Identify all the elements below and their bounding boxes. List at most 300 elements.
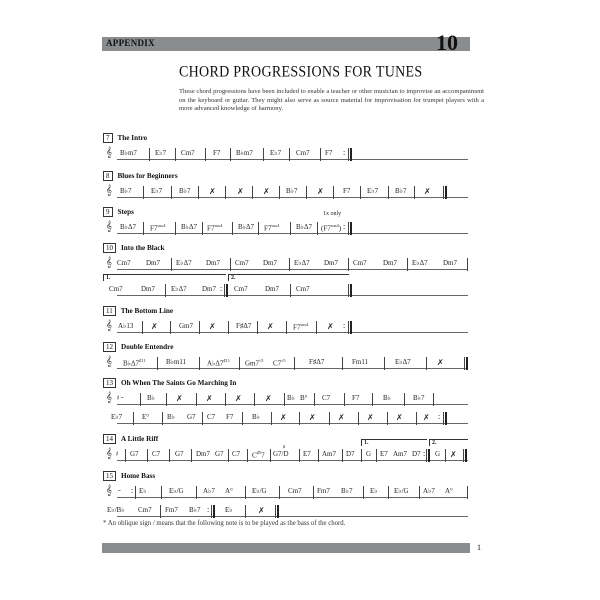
barline xyxy=(384,357,385,370)
barline xyxy=(404,393,405,406)
first-time-note: 1x only xyxy=(323,211,342,217)
slash-icon: ✗ xyxy=(424,187,431,196)
chord: E♭7 xyxy=(367,187,379,195)
chord: Cm7 xyxy=(235,259,249,267)
header-label: APPENDIX xyxy=(106,38,155,48)
chord-suffix: ♯ xyxy=(283,444,286,449)
chord-row xyxy=(103,282,468,298)
chord: B♭7 xyxy=(120,187,132,195)
barline xyxy=(198,186,199,199)
chord: B♭7 xyxy=(179,187,191,195)
chord-root: C7 xyxy=(273,359,282,368)
chord: A♭7 xyxy=(203,487,215,495)
clef-icon: 𝄞 xyxy=(106,392,112,403)
chord-row xyxy=(103,503,468,519)
barline xyxy=(160,505,161,518)
slash-icon: ✗ xyxy=(327,322,334,331)
clef-icon: 𝄞 xyxy=(106,147,112,158)
chord-row xyxy=(103,184,468,200)
slash-icon: ✗ xyxy=(176,394,183,403)
barline xyxy=(313,486,314,499)
staff-line xyxy=(117,269,468,270)
volta-bracket-1: 1. xyxy=(103,274,226,281)
slash-icon: ✗ xyxy=(317,187,324,196)
barline xyxy=(162,412,163,425)
section-title xyxy=(103,471,155,481)
repeat-sign: : xyxy=(207,505,210,514)
barline xyxy=(199,321,200,334)
barline xyxy=(125,449,126,462)
end-barline xyxy=(348,148,352,161)
barline xyxy=(143,222,144,235)
slash-icon: ✗ xyxy=(437,358,444,367)
section-number: 10 xyxy=(103,243,116,253)
chord: Fm7 xyxy=(317,487,330,495)
barline xyxy=(433,393,434,406)
barline xyxy=(205,148,206,161)
chord-row xyxy=(103,444,468,463)
chord: Dm7 xyxy=(263,259,277,267)
barline xyxy=(445,449,446,462)
barline xyxy=(407,258,408,271)
barline xyxy=(289,258,290,271)
chord: Am7 xyxy=(393,450,407,458)
section-number: 7 xyxy=(103,133,113,143)
repeat-sign: : xyxy=(343,222,346,231)
chord xyxy=(150,223,165,232)
end-barline xyxy=(348,284,352,297)
chord: E♭ xyxy=(139,487,147,495)
repeat-sign: : xyxy=(343,321,346,330)
chord: Dm7 xyxy=(141,285,155,293)
barline xyxy=(239,357,240,370)
barline xyxy=(202,222,203,235)
repeat-sign: : xyxy=(438,412,441,421)
chord: B♭m11 xyxy=(166,358,187,366)
staff-line xyxy=(117,368,468,369)
chord-suffix: ♯11 xyxy=(138,358,146,363)
section-title-text: Double Entendre xyxy=(121,343,174,351)
barline xyxy=(316,321,317,334)
end-barline xyxy=(464,357,468,370)
barline xyxy=(279,186,280,199)
chord: E♭7 xyxy=(151,187,163,195)
barline xyxy=(299,449,300,462)
chord: Cm7 xyxy=(296,285,310,293)
chord: B♭7 xyxy=(286,187,298,195)
section-title-text: Oh When The Saints Go Marching In xyxy=(121,379,237,387)
chord: G7 xyxy=(175,450,184,458)
chord-suffix: sus4 xyxy=(330,223,339,228)
barline xyxy=(318,449,319,462)
barline xyxy=(419,486,420,499)
chord-suffix: sus4 xyxy=(271,223,280,228)
barline xyxy=(161,486,162,499)
section-title xyxy=(103,207,134,217)
chord xyxy=(207,223,222,232)
barline xyxy=(199,357,200,370)
barline xyxy=(344,393,345,406)
chord: C7 xyxy=(152,450,161,458)
chord: G7 xyxy=(130,450,139,458)
chord-suffix: sus4 xyxy=(214,223,223,228)
page-number: 1 xyxy=(477,543,481,552)
end-barline xyxy=(463,449,467,462)
chord xyxy=(123,358,146,367)
barline xyxy=(169,449,170,462)
repeat-sign: : xyxy=(220,284,223,293)
barline xyxy=(225,186,226,199)
slash-icon: ✗ xyxy=(265,394,272,403)
chord: G7/D xyxy=(273,450,289,458)
chord: A° xyxy=(225,487,233,495)
barline xyxy=(289,148,290,161)
rest-icon: 𝄽 𝄼 xyxy=(117,394,124,402)
clef-icon: 𝄞 xyxy=(106,257,112,268)
barline xyxy=(467,486,468,499)
end-barline xyxy=(348,321,352,334)
staff-line xyxy=(117,159,468,160)
slash-icon: ✗ xyxy=(151,322,158,331)
chord: E♭ xyxy=(370,487,378,495)
chord: B♭m7 xyxy=(120,149,137,157)
barline xyxy=(196,486,197,499)
chord: B♭ xyxy=(167,413,175,421)
chord-row xyxy=(103,484,468,500)
barline xyxy=(230,148,231,161)
barline xyxy=(317,222,318,235)
slash-icon: ✗ xyxy=(235,394,242,403)
barline xyxy=(228,321,229,334)
chord: B♭Δ7 xyxy=(296,223,312,231)
chord: Dm7 xyxy=(383,259,397,267)
chord: G7 xyxy=(187,413,196,421)
barline xyxy=(284,393,285,406)
chord-root: F7 xyxy=(150,224,158,233)
barline xyxy=(142,321,143,334)
chord-root: F7 xyxy=(293,323,301,332)
chord: E♭Δ7 xyxy=(412,259,428,267)
chord-suffix: sus4 xyxy=(157,223,166,228)
chord: A° xyxy=(445,487,453,495)
rest-icon: 𝄼 xyxy=(118,487,121,495)
chord: D7 xyxy=(346,450,355,458)
barline xyxy=(372,393,373,406)
chord: E♭7 xyxy=(270,149,282,157)
chord-root: A♭Δ7 xyxy=(207,359,224,368)
chapter-number: 10 xyxy=(436,30,458,55)
chord: Cm7 xyxy=(234,285,248,293)
chord: Cm7 xyxy=(117,259,131,267)
chord: E♭/G xyxy=(394,487,409,495)
chord-row xyxy=(103,355,468,371)
section-title xyxy=(103,133,147,143)
chord-root: F7 xyxy=(207,224,215,233)
chord: B♭ xyxy=(383,394,391,402)
barline xyxy=(175,148,176,161)
barline xyxy=(388,486,389,499)
slash-icon: ✗ xyxy=(258,506,265,515)
end-barline xyxy=(348,222,352,235)
section-title xyxy=(103,243,165,253)
chord: Cm7 xyxy=(296,149,310,157)
chord: B♭ xyxy=(147,394,155,402)
chord: Cm7 xyxy=(353,259,367,267)
barline xyxy=(361,449,362,462)
chord: Dm7 xyxy=(146,259,160,267)
barline xyxy=(263,148,264,161)
barline xyxy=(165,284,166,297)
section-title-text: A Little Riff xyxy=(121,435,159,443)
chord-suffix: ♯5 xyxy=(256,450,262,455)
chord: A♭13 xyxy=(118,322,134,330)
barline xyxy=(320,148,321,161)
chord-row xyxy=(103,319,468,335)
barline xyxy=(363,486,364,499)
chord xyxy=(252,450,265,459)
chord: E♭/B♭ xyxy=(107,506,125,514)
barline xyxy=(376,449,377,462)
chord: C7 xyxy=(232,450,241,458)
chord: Gm7 xyxy=(179,322,193,330)
barline xyxy=(157,357,158,370)
barline xyxy=(135,486,136,499)
clef-icon: 𝄞 xyxy=(106,485,112,496)
clef-icon: 𝄞 xyxy=(106,221,112,232)
chord: B♭7 xyxy=(413,394,425,402)
section-number: 12 xyxy=(103,342,116,352)
footer-bar xyxy=(102,543,470,553)
clef-icon: 𝄞 xyxy=(106,185,112,196)
clef-icon: 𝄞 xyxy=(106,448,112,459)
chord: B♭m7 xyxy=(236,149,253,157)
chord-suffix: ♭5 xyxy=(281,358,286,363)
barline xyxy=(149,148,150,161)
barline xyxy=(166,393,167,406)
chord: Dm7 xyxy=(206,259,220,267)
chord: E° xyxy=(142,413,150,421)
repeat-sign: : xyxy=(131,486,134,495)
barline xyxy=(290,222,291,235)
chord: E♭Δ7 xyxy=(294,259,310,267)
chord: F7 xyxy=(226,413,234,421)
chord: Cm7 xyxy=(109,285,123,293)
chord: Dm7 xyxy=(265,285,279,293)
section-title xyxy=(103,434,158,444)
chord: B♭7 xyxy=(189,506,201,514)
chord-root: Gm7 xyxy=(245,359,259,368)
volta-bracket-2: 2. xyxy=(228,274,349,281)
slash-icon: ✗ xyxy=(396,413,403,422)
chord: C7 xyxy=(207,413,216,421)
chord: Dm7 xyxy=(443,259,457,267)
barline xyxy=(242,412,243,425)
barline xyxy=(143,186,144,199)
clef-icon: 𝄞 xyxy=(106,320,112,331)
end-barline xyxy=(211,505,215,518)
chord: E♭ xyxy=(225,506,233,514)
chord-row xyxy=(103,391,468,407)
chord-row xyxy=(103,410,468,426)
volta-bracket-1: 1. xyxy=(361,439,427,446)
section-number: 13 xyxy=(103,378,116,388)
slash-icon: ✗ xyxy=(280,413,287,422)
page-title: CHORD PROGRESSIONS FOR TUNES xyxy=(179,64,423,81)
section-title xyxy=(103,378,236,388)
chord: Fm7 xyxy=(165,506,178,514)
chord: A♭7 xyxy=(423,487,435,495)
barline xyxy=(232,222,233,235)
chord: Cm7 xyxy=(288,487,302,495)
staff-line xyxy=(117,516,468,517)
barline xyxy=(467,258,468,271)
section-number: 8 xyxy=(103,171,113,181)
slash-icon: ✗ xyxy=(237,187,244,196)
section-title xyxy=(103,171,178,181)
staff-line xyxy=(117,295,468,296)
chord: B♭Δ7 xyxy=(181,223,197,231)
chord: E♭/G xyxy=(252,487,267,495)
chord xyxy=(293,322,308,331)
barline xyxy=(225,393,226,406)
chord: B♭ xyxy=(287,394,295,402)
chord: E♭7 xyxy=(111,413,123,421)
barline xyxy=(271,412,272,425)
barline xyxy=(228,449,229,462)
chord: E7 xyxy=(380,450,388,458)
chord: E♭Δ7 xyxy=(176,259,192,267)
chord: Cm7 xyxy=(138,506,152,514)
barline xyxy=(245,505,246,518)
intro-paragraph: These chord progressions have been included to enable a teacher or other musician to improvise an accompaniment on the keyboard or guitar. They might also serve as source material for improvisation for trumpet players with a more advanced knowledge of harmony. xyxy=(179,88,484,113)
barline xyxy=(414,186,415,199)
barline xyxy=(290,284,291,297)
barline xyxy=(360,186,361,199)
rest-icon: 𝄽 xyxy=(116,450,119,458)
section-title-text: The Intro xyxy=(117,134,148,142)
barline xyxy=(258,222,259,235)
chord: Dm7 xyxy=(196,450,210,458)
chord xyxy=(245,358,263,367)
chord-row xyxy=(103,220,468,236)
barline xyxy=(333,186,334,199)
end-barline xyxy=(224,284,228,297)
slash-icon: ✗ xyxy=(209,322,216,331)
chord: F♯Δ7 xyxy=(236,322,252,330)
chord-suffix: ♯11 xyxy=(223,358,230,363)
staff-line xyxy=(117,497,468,498)
chord-row xyxy=(103,256,468,272)
barline xyxy=(329,412,330,425)
chord: B♭7 xyxy=(395,187,407,195)
barline xyxy=(175,222,176,235)
chord-suffix: sus4 xyxy=(300,322,309,327)
slash-icon: ✗ xyxy=(367,413,374,422)
section-number: 9 xyxy=(103,207,113,217)
barline xyxy=(171,186,172,199)
chord: G xyxy=(366,450,372,458)
barline xyxy=(254,393,255,406)
chord: E♭Δ7 xyxy=(395,358,411,366)
barline xyxy=(426,357,427,370)
chord: Cm7 xyxy=(181,149,195,157)
chord: F7 xyxy=(343,187,351,195)
barline xyxy=(245,486,246,499)
chord: Fm11 xyxy=(352,358,369,366)
chord-root: 7 xyxy=(261,451,265,460)
barline xyxy=(257,321,258,334)
barline xyxy=(133,412,134,425)
barline xyxy=(294,357,295,370)
barline xyxy=(230,258,231,271)
chord xyxy=(264,223,279,232)
chord: E♭Δ7 xyxy=(171,285,187,293)
chord: B♭ xyxy=(252,413,260,421)
slash-icon: ✗ xyxy=(450,450,457,459)
chord: F7 xyxy=(213,149,221,157)
chord-root: B♭Δ7 xyxy=(123,359,139,368)
barline xyxy=(270,449,271,462)
chord-suffix: ♭5 xyxy=(259,358,264,363)
barline xyxy=(171,258,172,271)
barline xyxy=(202,412,203,425)
chord xyxy=(273,358,286,367)
chord: $(F7^{sus4})$ xyxy=(321,223,342,233)
chord: B♭Δ7 xyxy=(238,223,254,231)
section-title xyxy=(103,342,173,352)
barline xyxy=(348,258,349,271)
slash-icon: ✗ xyxy=(267,322,274,331)
end-barline xyxy=(443,412,447,425)
chord: E7 xyxy=(303,450,311,458)
footnote: * An oblique sign / means that the following note is to be played as the bass of the chord. xyxy=(103,520,346,527)
clef-icon: 𝄞 xyxy=(106,356,112,367)
chord: Dm7 xyxy=(324,259,338,267)
section-title-text: The Bottom Line xyxy=(120,307,174,315)
barline xyxy=(252,186,253,199)
volta-bracket-2: 2. xyxy=(429,439,468,446)
barline xyxy=(306,186,307,199)
barline xyxy=(299,412,300,425)
barline xyxy=(279,486,280,499)
barline xyxy=(286,321,287,334)
chord-root: (F7 xyxy=(321,224,331,233)
slash-icon: ✗ xyxy=(309,413,316,422)
chord: C7 xyxy=(322,394,331,402)
section-title-text: Into the Black xyxy=(121,244,165,252)
barline xyxy=(140,393,141,406)
end-barline xyxy=(275,505,279,518)
repeat-sign: : xyxy=(423,449,426,458)
chord: F7 xyxy=(325,149,333,157)
slash-icon: ✗ xyxy=(209,187,216,196)
section-title-text: Steps xyxy=(117,208,134,216)
chord-root: F7 xyxy=(264,224,272,233)
slash-icon: ✗ xyxy=(263,187,270,196)
section-title-text: Home Bass xyxy=(121,472,156,480)
chord: G xyxy=(435,450,441,458)
barline xyxy=(342,449,343,462)
chord: D7 xyxy=(412,450,421,458)
chord xyxy=(207,358,230,367)
slash-icon: ✗ xyxy=(206,394,213,403)
barline xyxy=(388,186,389,199)
barline xyxy=(358,412,359,425)
chord: B♭7 xyxy=(341,487,353,495)
chord: G7 xyxy=(215,450,224,458)
barline xyxy=(387,412,388,425)
end-barline xyxy=(443,186,447,199)
